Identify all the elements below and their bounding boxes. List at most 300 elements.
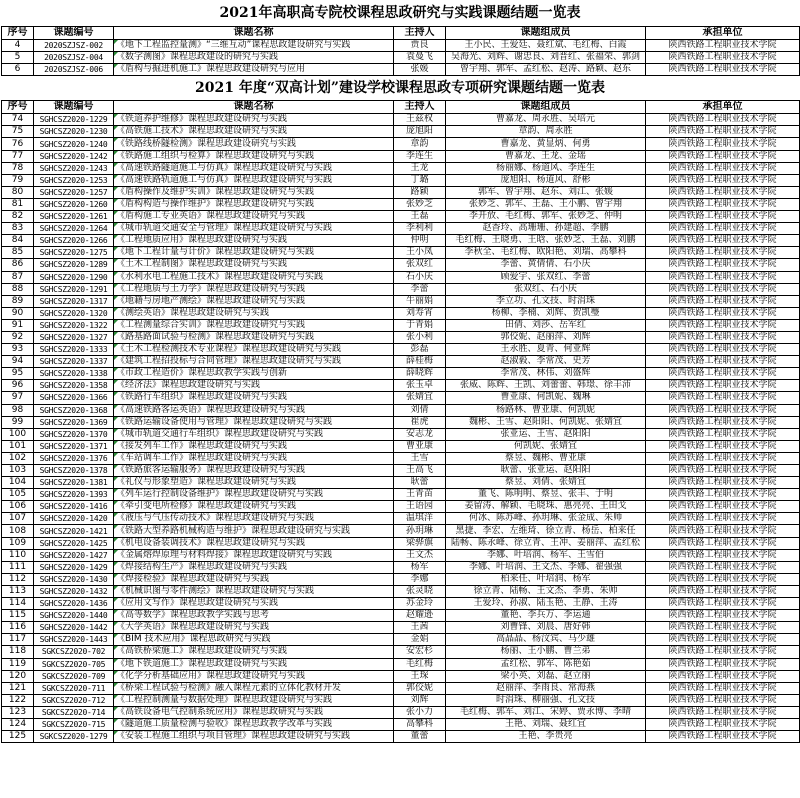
cell-name: 《高铁设备电气控制系统应用》课程思政研究与实践 (114, 706, 394, 718)
cell-host: 李连生 (394, 150, 446, 162)
table2 (1, 100, 800, 743)
cell-no: 112 (2, 573, 34, 585)
cell-no: 94 (2, 356, 34, 368)
cell-unit: 陕西铁路工程职业技术学院 (646, 706, 800, 718)
cell-unit: 陕西铁路工程职业技术学院 (646, 610, 800, 622)
cell-members: 王小民、王爱廷、聂红斌、毛红梅、白霞 (446, 40, 646, 52)
cell-members: 蔡昱、刘倩、张婧宜 (446, 477, 646, 489)
table-row (2, 513, 800, 525)
table-row (2, 40, 800, 52)
table-row (2, 271, 800, 283)
cell-members: 毛红梅、王晓勇、王晗、张妙芝、王磊、刘鹏 (446, 235, 646, 247)
cell-name: 《盾构操作及维护实训》课程思政建设研究与实践 (114, 186, 394, 198)
table-row (2, 138, 800, 150)
cell-name: 《高铁桥梁施工》课程思政建设研究与实践 (114, 646, 394, 658)
cell-members: 高晶晶、杨汶宾、马少雄 (446, 634, 646, 646)
cell-unit: 陕西铁路工程职业技术学院 (646, 126, 800, 138)
cell-unit: 陕西铁路工程职业技术学院 (646, 452, 800, 464)
table-row (2, 537, 800, 549)
cell-host: 刘倩 (394, 404, 446, 416)
cell-host: 薛晓辉 (394, 368, 446, 380)
cell-host: 路颖 (394, 186, 446, 198)
cell-no: 96 (2, 380, 34, 392)
cell-host: 李娜 (394, 573, 446, 585)
cell-members: 魏彬、王雪、赵阳阳、何凯妮、张婧宜 (446, 416, 646, 428)
table-row (2, 465, 800, 477)
cell-unit: 陕西铁路工程职业技术学院 (646, 416, 800, 428)
cell-unit: 陕西铁路工程职业技术学院 (646, 64, 800, 76)
cell-host: 仲明 (394, 235, 446, 247)
cell-host: 庞旭阳 (394, 126, 446, 138)
cell-unit: 陕西铁路工程职业技术学院 (646, 223, 800, 235)
cell-code: SGKCSZ2020-702 (34, 646, 114, 658)
cell-unit: 陕西铁路工程职业技术学院 (646, 513, 800, 525)
table-row (2, 670, 800, 682)
cell-name: 《工程测量综合实训》课程思政建设研究与实践 (114, 319, 394, 331)
table-row (2, 331, 800, 343)
header-name: 课题名称 (114, 27, 394, 40)
header-members: 课题组成员 (446, 27, 646, 40)
cell-members: 吴海光、刘辉、谢忠良、刘晋红、张福荣、郭剑 (446, 52, 646, 64)
cell-name: 《铁路施工组织与检算》课程思政建设研究与实践 (114, 150, 394, 162)
cell-unit: 陕西铁路工程职业技术学院 (646, 40, 800, 52)
table-row (2, 64, 800, 76)
cell-name: 《安装工程施工组织与项目管理》课程思政建设研究与实践 (114, 731, 394, 743)
cell-code: SGKCSZ2020-715 (34, 718, 114, 730)
table-row (2, 573, 800, 585)
cell-name: 《高铁施工技术》课程思政建设研究与实践 (114, 126, 394, 138)
cell-name: 《高速铁路轨道施工与仿真》课程思政建设研究与实践 (114, 174, 394, 186)
cell-name: 《高速铁路隧道施工与仿真》课程思政建设研究与实践 (114, 162, 394, 174)
cell-code: SGHCSZ2020-1257 (34, 186, 114, 198)
table-row (2, 610, 800, 622)
cell-no: 100 (2, 428, 34, 440)
table-row (2, 658, 800, 670)
header-code: 课题编号 (34, 101, 114, 114)
table-row (2, 477, 800, 489)
cell-members: 曹嘉龙、王龙、金瑶 (446, 150, 646, 162)
cell-members: 曹嘉龙、周永胜、吴培元 (446, 114, 646, 126)
cell-name: 《列车运行控制设备维护》课程思政建设研究与实践 (114, 489, 394, 501)
cell-name: 《盾构与掘进机施工》课程思政建设研究与应用 (114, 64, 394, 76)
cell-unit: 陕西铁路工程职业技术学院 (646, 718, 800, 730)
table2-body (2, 114, 800, 743)
cell-unit: 陕西铁路工程职业技术学院 (646, 259, 800, 271)
cell-code: 2020SZJSZ-002 (34, 40, 114, 52)
cell-no: 115 (2, 610, 34, 622)
table-row (2, 646, 800, 658)
cell-name: 《高速铁路客运英语》课程思政建设研究与实践 (114, 404, 394, 416)
cell-host: 崔虎 (394, 416, 446, 428)
cell-members: 郭佼妮、赵丽萍、刘辉 (446, 331, 646, 343)
cell-no: 103 (2, 465, 34, 477)
cell-members: 黑捷、李宏、左维琦、徐立青、杨岳、柏来任 (446, 525, 646, 537)
cell-unit: 陕西铁路工程职业技术学院 (646, 585, 800, 597)
cell-host: 郭佼妮 (394, 682, 446, 694)
cell-host: 贾良 (394, 40, 446, 52)
cell-no: 92 (2, 331, 34, 343)
cell-unit: 陕西铁路工程职业技术学院 (646, 283, 800, 295)
cell-unit: 陕西铁路工程职业技术学院 (646, 247, 800, 259)
cell-no: 98 (2, 404, 34, 416)
cell-no: 120 (2, 670, 34, 682)
cell-unit: 陕西铁路工程职业技术学院 (646, 319, 800, 331)
cell-no: 107 (2, 513, 34, 525)
cell-host: 温琪洋 (394, 513, 446, 525)
cell-host: 李利利 (394, 223, 446, 235)
header-unit: 承担单位 (646, 27, 800, 40)
cell-members: 李开放、毛红梅、郭军、张妙芝、仲明 (446, 211, 646, 223)
cell-host: 丁璐 (394, 174, 446, 186)
cell-host: 王雪 (394, 452, 446, 464)
cell-name: 《工程地质应用》课程思政建设研究与实践 (114, 235, 394, 247)
cell-code: SGHCSZ2020-1240 (34, 138, 114, 150)
cell-name: 《地下工程计量与计价》课程思政建设研究与实践 (114, 247, 394, 259)
cell-name: 《土木工程制图》课程思政建设研究与实践 (114, 259, 394, 271)
cell-unit: 陕西铁路工程职业技术学院 (646, 658, 800, 670)
cell-host: 王语园 (394, 501, 446, 513)
cell-members: 董飞、陈明明、蔡昱、张丰、于明 (446, 489, 646, 501)
cell-code: SGHCSZ2020-1442 (34, 622, 114, 634)
cell-host: 毛红梅 (394, 658, 446, 670)
cell-no: 113 (2, 585, 34, 597)
cell-members: 李常茂、林伟、刘盛辉 (446, 368, 646, 380)
cell-unit: 陕西铁路工程职业技术学院 (646, 271, 800, 283)
cell-code: SGHCSZ2020-1420 (34, 513, 114, 525)
cell-no: 74 (2, 114, 34, 126)
cell-no: 110 (2, 549, 34, 561)
cell-host: 王文杰 (394, 549, 446, 561)
cell-unit: 陕西铁路工程职业技术学院 (646, 114, 800, 126)
cell-unit: 陕西铁路工程职业技术学院 (646, 465, 800, 477)
cell-members: 何凯妮、张婧宜 (446, 440, 646, 452)
cell-members: 章韵、周永胜 (446, 126, 646, 138)
cell-code: SGHCSZ2020-1322 (34, 319, 114, 331)
table1 (1, 26, 800, 76)
cell-unit: 陕西铁路工程职业技术学院 (646, 694, 800, 706)
cell-members: 赵香玲、高珊珊、孙建超、李鹏 (446, 223, 646, 235)
table-row (2, 452, 800, 464)
cell-name: 《牵引变电所检修》课程思政建设研究与实践 (114, 501, 394, 513)
cell-name: 《大学英语》课程思政建设研究与实践 (114, 622, 394, 634)
cell-name: 《铁道养护维修》课程思政建设研究与实践 (114, 114, 394, 126)
table-row (2, 126, 800, 138)
cell-name: 《盾构构造与操作维护》课程思政建设研究与实践 (114, 198, 394, 210)
cell-unit: 陕西铁路工程职业技术学院 (646, 150, 800, 162)
cell-name: 《机电设备装调技术》课程思政建设研究与实践 (114, 537, 394, 549)
cell-members: 赵丽萍、李雨良、常海燕 (446, 682, 646, 694)
cell-members: 王爱玲、孙淑、陆玉艳、王静、王涛 (446, 598, 646, 610)
cell-no: 80 (2, 186, 34, 198)
cell-members: 时涓珠、柳丽强、孔文技 (446, 694, 646, 706)
cell-unit: 陕西铁路工程职业技术学院 (646, 198, 800, 210)
cell-no: 122 (2, 694, 34, 706)
table2-header-row (2, 101, 800, 114)
cell-unit: 陕西铁路工程职业技术学院 (646, 573, 800, 585)
cell-host: 张灵晓 (394, 585, 446, 597)
cell-no: 108 (2, 525, 34, 537)
cell-members: 李立功、孔文技、时涓珠 (446, 295, 646, 307)
cell-name: 《地籍与房地产测绘》课程思政建设研究与实践 (114, 295, 394, 307)
cell-unit: 陕西铁路工程职业技术学院 (646, 368, 800, 380)
cell-unit: 陕西铁路工程职业技术学院 (646, 561, 800, 573)
cell-name: 《土木工程检测技术专业课程》课程思政建设研究与实践 (114, 344, 394, 356)
cell-code: SGHCSZ2020-1261 (34, 211, 114, 223)
cell-unit: 陕西铁路工程职业技术学院 (646, 356, 800, 368)
cell-code: 2020SZJSZ-006 (34, 64, 114, 76)
cell-unit: 陕西铁路工程职业技术学院 (646, 428, 800, 440)
header-host: 主持人 (394, 101, 446, 114)
cell-name: 《地下铁道施工》课程思政建设研究与实践 (114, 658, 394, 670)
cell-code: SGHCSZ2020-1440 (34, 610, 114, 622)
cell-unit: 陕西铁路工程职业技术学院 (646, 525, 800, 537)
cell-unit: 陕西铁路工程职业技术学院 (646, 235, 800, 247)
cell-members: 耿蕾、张亚运、赵阳阳 (446, 465, 646, 477)
cell-unit: 陕西铁路工程职业技术学院 (646, 646, 800, 658)
table-row (2, 368, 800, 380)
cell-members: 赵淑毅、李常茂、史芳 (446, 356, 646, 368)
cell-name: 《桥梁工程试验与检测》融入课程元素的立体化教材开发 (114, 682, 394, 694)
cell-name: 《车站调车工作》课程思政建设研究与实践 (114, 452, 394, 464)
cell-unit: 陕西铁路工程职业技术学院 (646, 331, 800, 343)
cell-unit: 陕西铁路工程职业技术学院 (646, 211, 800, 223)
cell-host: 苏金玲 (394, 598, 446, 610)
cell-name: 《BIM 技术应用》课程思政研究与实践 (114, 634, 394, 646)
cell-name: 《应用文写作》课程思政建设研究与实践 (114, 598, 394, 610)
cell-no: 78 (2, 162, 34, 174)
table-row (2, 718, 800, 730)
cell-name: 《焊接检验》课程思政建设研究与实践 (114, 573, 394, 585)
cell-host: 张妙芝 (394, 198, 446, 210)
header-code: 课题编号 (34, 27, 114, 40)
cell-no: 84 (2, 235, 34, 247)
cell-name: 《铁路线桥隧检测》课程思政建设研究与实践 (114, 138, 394, 150)
cell-name: 《高等数学》课程思政教学实践与思考 (114, 610, 394, 622)
cell-host: 王小凤 (394, 247, 446, 259)
cell-members: 郭军、曾宇翔、赵东、刘江、张媛 (446, 186, 646, 198)
table-row (2, 344, 800, 356)
table-row (2, 561, 800, 573)
cell-host: 王磊 (394, 211, 446, 223)
cell-code: SGKCSZ2020-714 (34, 706, 114, 718)
cell-code: SGHCSZ2020-1333 (34, 344, 114, 356)
cell-no: 118 (2, 646, 34, 658)
cell-no: 90 (2, 307, 34, 319)
cell-no: 86 (2, 259, 34, 271)
table-row (2, 295, 800, 307)
cell-name: 《经济法》课程思政建设研究与实践 (114, 380, 394, 392)
header-unit: 承担单位 (646, 101, 800, 114)
table-row (2, 525, 800, 537)
cell-no: 83 (2, 223, 34, 235)
table-row (2, 634, 800, 646)
cell-code: SGHCSZ2020-1427 (34, 549, 114, 561)
cell-host: 王琛 (394, 670, 446, 682)
cell-no: 106 (2, 501, 34, 513)
cell-no: 88 (2, 283, 34, 295)
cell-no: 79 (2, 174, 34, 186)
cell-host: 于青娟 (394, 319, 446, 331)
cell-host: 王龙 (394, 162, 446, 174)
cell-name: 《地下工程监控量测》“三维互动”课程思政建设研究与实践 (114, 40, 394, 52)
cell-unit: 陕西铁路工程职业技术学院 (646, 295, 800, 307)
cell-members: 李秋全、毛红梅、欧阳艳、刘瑞、高攀科 (446, 247, 646, 259)
cell-code: SGHCSZ2020-1230 (34, 126, 114, 138)
cell-code: SGHCSZ2020-1430 (34, 573, 114, 585)
cell-code: SGHCSZ2020-1376 (34, 452, 114, 464)
table-row (2, 706, 800, 718)
cell-members: 姜留涛、解颖、毛晓珠、惠亮亮、王田戈 (446, 501, 646, 513)
cell-name: 《城市轨道交通行车组织》课程思政建设研究与实践 (114, 428, 394, 440)
cell-members: 王永胜、夏青、何亚辉 (446, 344, 646, 356)
table-row (2, 622, 800, 634)
cell-members: 王艳、李贵亮 (446, 731, 646, 743)
table1-body (2, 40, 800, 76)
cell-host: 石小庆 (394, 271, 446, 283)
cell-no: 4 (2, 40, 34, 52)
cell-members: 徐立青、陆畅、王文杰、李勇、朱帅 (446, 585, 646, 597)
table-row (2, 198, 800, 210)
cell-name: 《数字测图》课程思政建设的研究与实践 (114, 52, 394, 64)
cell-code: SGHCSZ2020-1266 (34, 235, 114, 247)
table2-title: 2021 年度“双高计划”建设学校课程思政专项研究课题结题一览表 (195, 80, 605, 97)
cell-host: 耿蕾 (394, 477, 446, 489)
table-row (2, 162, 800, 174)
cell-code: SGHCSZ2020-1229 (34, 114, 114, 126)
cell-host: 张小利 (394, 331, 446, 343)
cell-members: 曹亚康、何凯妮、魏琳 (446, 392, 646, 404)
table-row (2, 283, 800, 295)
cell-code: SGHCSZ2020-1275 (34, 247, 114, 259)
table-row (2, 356, 800, 368)
cell-unit: 陕西铁路工程职业技术学院 (646, 307, 800, 319)
cell-code: SGHCSZ2020-1436 (34, 598, 114, 610)
cell-no: 114 (2, 598, 34, 610)
cell-code: SGKCSZ2020-1279 (34, 731, 114, 743)
cell-code: SGHCSZ2020-1264 (34, 223, 114, 235)
cell-name: 《市政工程造价》课程思政教学实践与创新 (114, 368, 394, 380)
cell-unit: 陕西铁路工程职业技术学院 (646, 670, 800, 682)
table-row (2, 549, 800, 561)
cell-code: SGHCSZ2020-1416 (34, 501, 114, 513)
table-row (2, 259, 800, 271)
table-row (2, 380, 800, 392)
cell-members: 李娜、叶培润、杨军、王雪伯 (446, 549, 646, 561)
cell-no: 119 (2, 658, 34, 670)
cell-members: 梁小英、刘磊、赵立丽 (446, 670, 646, 682)
cell-members: 蔡昱、魏彬、曹亚康 (446, 452, 646, 464)
cell-members: 杨丽、王小鹏、曹兰弟 (446, 646, 646, 658)
table-row (2, 186, 800, 198)
cell-members: 李蕾、黄倩倩、石小庆 (446, 259, 646, 271)
cell-host: 薛桂梅 (394, 356, 446, 368)
cell-no: 95 (2, 368, 34, 380)
cell-no: 87 (2, 271, 34, 283)
cell-name: 《铁路大型养路机械构造与维护》课程思政建设研究与实践 (114, 525, 394, 537)
cell-name: 《铁路运输设备使用与管理》课程思政建设研究与实践 (114, 416, 394, 428)
cell-no: 76 (2, 138, 34, 150)
header-host: 主持人 (394, 27, 446, 40)
table-row (2, 585, 800, 597)
table-row (2, 682, 800, 694)
table-row (2, 114, 800, 126)
table-row (2, 307, 800, 319)
cell-unit: 陕西铁路工程职业技术学院 (646, 52, 800, 64)
cell-name: 《金属熔焊原理与材料焊接》课程思政建设研究与实践 (114, 549, 394, 561)
cell-host: 王茜 (394, 622, 446, 634)
cell-name: 《城市轨道交通安全与管理》课程思政建设研究与实践 (114, 223, 394, 235)
cell-host: 王兹权 (394, 114, 446, 126)
table-row (2, 174, 800, 186)
cell-code: SGHCSZ2020-1358 (34, 380, 114, 392)
cell-unit: 陕西铁路工程职业技术学院 (646, 598, 800, 610)
cell-members: 李娜、叶培润、王文杰、李娜、翟强强 (446, 561, 646, 573)
table-row (2, 440, 800, 452)
cell-members: 王艳、刘瑞、聂红宜 (446, 718, 646, 730)
cell-code: SGHCSZ2020-1370 (34, 428, 114, 440)
cell-unit: 陕西铁路工程职业技术学院 (646, 549, 800, 561)
cell-code: SGHCSZ2020-1320 (34, 307, 114, 319)
cell-host: 曹亚康 (394, 440, 446, 452)
cell-host: 张媛 (394, 64, 446, 76)
cell-no: 111 (2, 561, 34, 573)
header-name: 课题名称 (114, 101, 394, 114)
cell-code: SGHCSZ2020-1443 (34, 634, 114, 646)
cell-host: 李蕾 (394, 283, 446, 295)
table-row (2, 404, 800, 416)
cell-code: SGHCSZ2020-1432 (34, 585, 114, 597)
cell-host: 金娟 (394, 634, 446, 646)
cell-host: 张小力 (394, 706, 446, 718)
cell-no: 117 (2, 634, 34, 646)
cell-members: 顾爱宇、张双红、李蕾 (446, 271, 646, 283)
cell-no: 89 (2, 295, 34, 307)
cell-name: 《铁路旅客运输服务》课程思政建设研究与实践 (114, 465, 394, 477)
cell-unit: 陕西铁路工程职业技术学院 (646, 138, 800, 150)
cell-code: SGHCSZ2020-1371 (34, 440, 114, 452)
cell-code: SGHCSZ2020-1291 (34, 283, 114, 295)
cell-code: SGHCSZ2020-1289 (34, 259, 114, 271)
cell-unit: 陕西铁路工程职业技术学院 (646, 682, 800, 694)
cell-host: 张婧宜 (394, 392, 446, 404)
cell-host: 张玉卓 (394, 380, 446, 392)
cell-no: 105 (2, 489, 34, 501)
cell-name: 《水利水电工程施工技术》课程思政建设研究与实践 (114, 271, 394, 283)
cell-no: 85 (2, 247, 34, 259)
cell-members: 柏来任、叶培润、杨军 (446, 573, 646, 585)
cell-code: SGHCSZ2020-1421 (34, 525, 114, 537)
cell-name: 《工程控制测量与数据处理》课程思政建设研究与实践 (114, 694, 394, 706)
cell-code: SGHCSZ2020-1429 (34, 561, 114, 573)
cell-name: 《路基路面试验与检测》课程思政建设研究与实践 (114, 331, 394, 343)
cell-host: 刘寿宵 (394, 307, 446, 319)
cell-members: 董艳、李兵万、李运通 (446, 610, 646, 622)
cell-no: 101 (2, 440, 34, 452)
cell-code: SGKCSZ2020-711 (34, 682, 114, 694)
cell-no: 121 (2, 682, 34, 694)
cell-unit: 陕西铁路工程职业技术学院 (646, 622, 800, 634)
table1-header-row (2, 27, 800, 40)
table-row (2, 416, 800, 428)
cell-no: 93 (2, 344, 34, 356)
cell-unit: 陕西铁路工程职业技术学院 (646, 477, 800, 489)
cell-no: 104 (2, 477, 34, 489)
cell-no: 102 (2, 452, 34, 464)
header-no: 序号 (2, 27, 34, 40)
cell-unit: 陕西铁路工程职业技术学院 (646, 731, 800, 743)
table1-title: 2021年高职高专院校课程思政研究与实践课题结题一览表 (219, 5, 581, 21)
cell-name: 《化学分析基础应用》课程思政建设研究与实践 (114, 670, 394, 682)
